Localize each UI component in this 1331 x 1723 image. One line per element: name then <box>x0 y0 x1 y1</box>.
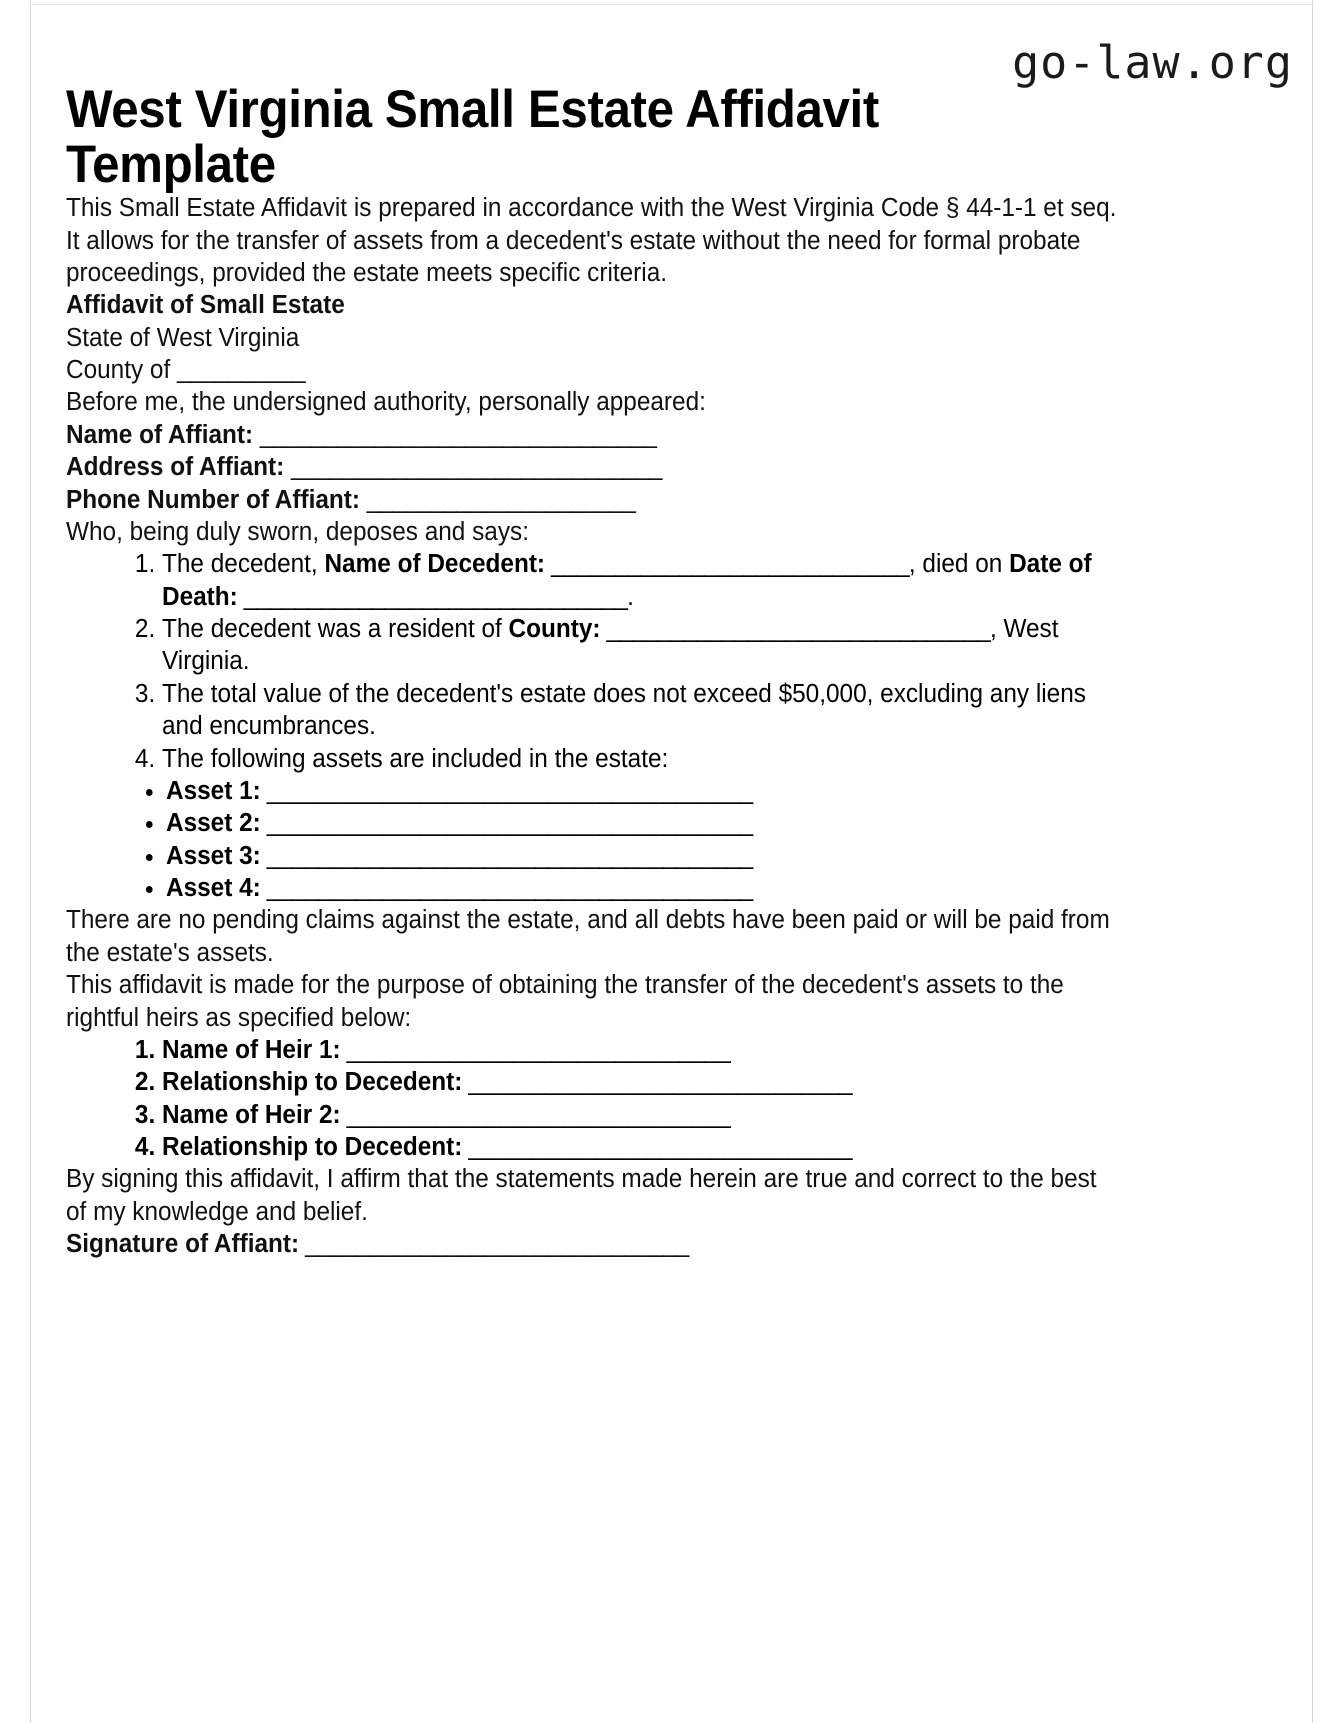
statement-label-name-of-decedent: Name of Decedent: <box>324 550 546 579</box>
list-item <box>166 775 1126 807</box>
field-address-of-affiant <box>66 451 1121 483</box>
list-item <box>166 840 1126 872</box>
statement-pre: The decedent, <box>162 550 325 579</box>
list-item: 4. The following assets are included in the estate: <box>162 743 1126 775</box>
statement-blank-decedent-name[interactable]: ____________________________ <box>545 550 909 579</box>
asset-blank[interactable]: ______________________________________ <box>260 874 753 903</box>
statement-pre: The decedent was a resident of <box>162 615 509 644</box>
document-content <box>66 0 1171 1261</box>
site-watermark: go-law.org <box>1012 36 1293 89</box>
heir-blank[interactable]: ______________________________ <box>462 1068 852 1097</box>
statement-post: , West Virginia. <box>162 615 1059 676</box>
county-line <box>66 354 1121 386</box>
list-item <box>162 1034 1126 1066</box>
heirs-list <box>126 1034 1171 1164</box>
purpose-paragraph: This affidavit is made for the purpose of obtaining the transfer of the decedent's assets to the rightful heirs as specified below: <box>66 971 1064 1032</box>
heir-blank[interactable]: ______________________________ <box>462 1133 852 1162</box>
field-phone-of-affiant <box>66 484 1121 516</box>
claims-paragraph: There are no pending claims against the estate, and all debts have been paid or will be paid from the estate's assets. <box>66 906 1110 967</box>
page-edge-left <box>30 0 31 1723</box>
heir-label: Name of Heir 2: <box>162 1100 341 1129</box>
list-item <box>162 1131 1126 1163</box>
heir-blank[interactable]: ______________________________ <box>340 1035 731 1064</box>
list-item: 3. The total value of the decedent's estate does not exceed $50,000, excluding any liens and encumbrances. <box>162 678 1126 743</box>
asset-label: Asset 2: <box>166 809 261 838</box>
before-me-line: Before me, the undersigned authority, personally appeared: <box>66 388 706 417</box>
statement-label-county: County: <box>508 615 601 644</box>
asset-label: Asset 3: <box>166 841 261 870</box>
list-item <box>166 872 1126 904</box>
field-blank[interactable]: _______________________________ <box>259 420 657 449</box>
heir-label: Name of Heir 1: <box>162 1035 341 1064</box>
field-blank[interactable]: _____________________ <box>366 485 636 514</box>
field-label: Name of Affiant: <box>66 420 260 449</box>
affirmation-paragraph: By signing this affidavit, I affirm that the statements made herein are true and correct to the best of my knowledge and belief. <box>66 1165 1097 1226</box>
asset-blank[interactable]: ______________________________________ <box>260 841 753 870</box>
field-label: Address of Affiant: <box>66 453 292 482</box>
statement-label-date-of-death: Date of Death: <box>162 550 1092 611</box>
heir-blank[interactable]: ______________________________ <box>340 1100 731 1129</box>
field-label: Phone Number of Affiant: <box>66 485 367 514</box>
page-edge-right <box>1312 0 1313 1723</box>
statement-mid: , died on <box>908 550 1010 579</box>
signature-label: Signature of Affiant: <box>66 1230 300 1259</box>
statement-blank-county[interactable]: ______________________________ <box>600 615 990 644</box>
list-item <box>162 613 1126 678</box>
asset-blank[interactable]: ______________________________________ <box>260 809 753 838</box>
field-blank[interactable]: _____________________________ <box>291 453 662 482</box>
list-item <box>162 1066 1126 1098</box>
statements-list <box>126 548 1171 775</box>
county-label: County of <box>66 356 178 385</box>
intro-paragraph: This Small Estate Affidavit is prepared in accordance with the West Virginia Code § 44-1-1 et seq. It allows for the transfer of assets from a decedent's estate without the need for formal probate proceedings, provided the estate meets specific criteria. <box>66 194 1117 287</box>
deposes-line: Who, being duly sworn, deposes and says: <box>66 517 529 546</box>
heir-label: Relationship to Decedent: <box>162 1133 463 1162</box>
page-title: West Virginia Small Estate Affidavit Template <box>66 80 879 195</box>
asset-label: Asset 1: <box>166 776 261 805</box>
assets-list <box>132 775 1171 905</box>
heir-label: Relationship to Decedent: <box>162 1068 463 1097</box>
asset-blank[interactable]: ______________________________________ <box>260 776 753 805</box>
section-heading-affidavit: Affidavit of Small Estate <box>66 291 345 320</box>
list-item <box>162 1099 1126 1131</box>
list-item <box>166 807 1126 839</box>
state-line: State of West Virginia <box>66 323 300 352</box>
county-blank[interactable]: __________ <box>177 356 305 385</box>
statement-blank-date-of-death[interactable]: ______________________________ <box>237 582 628 611</box>
field-name-of-affiant <box>66 419 1121 451</box>
statement-post: . <box>627 582 634 611</box>
signature-line <box>66 1228 1121 1260</box>
list-item <box>162 548 1126 613</box>
asset-label: Asset 4: <box>166 874 261 903</box>
signature-blank[interactable]: ______________________________ <box>299 1230 689 1259</box>
